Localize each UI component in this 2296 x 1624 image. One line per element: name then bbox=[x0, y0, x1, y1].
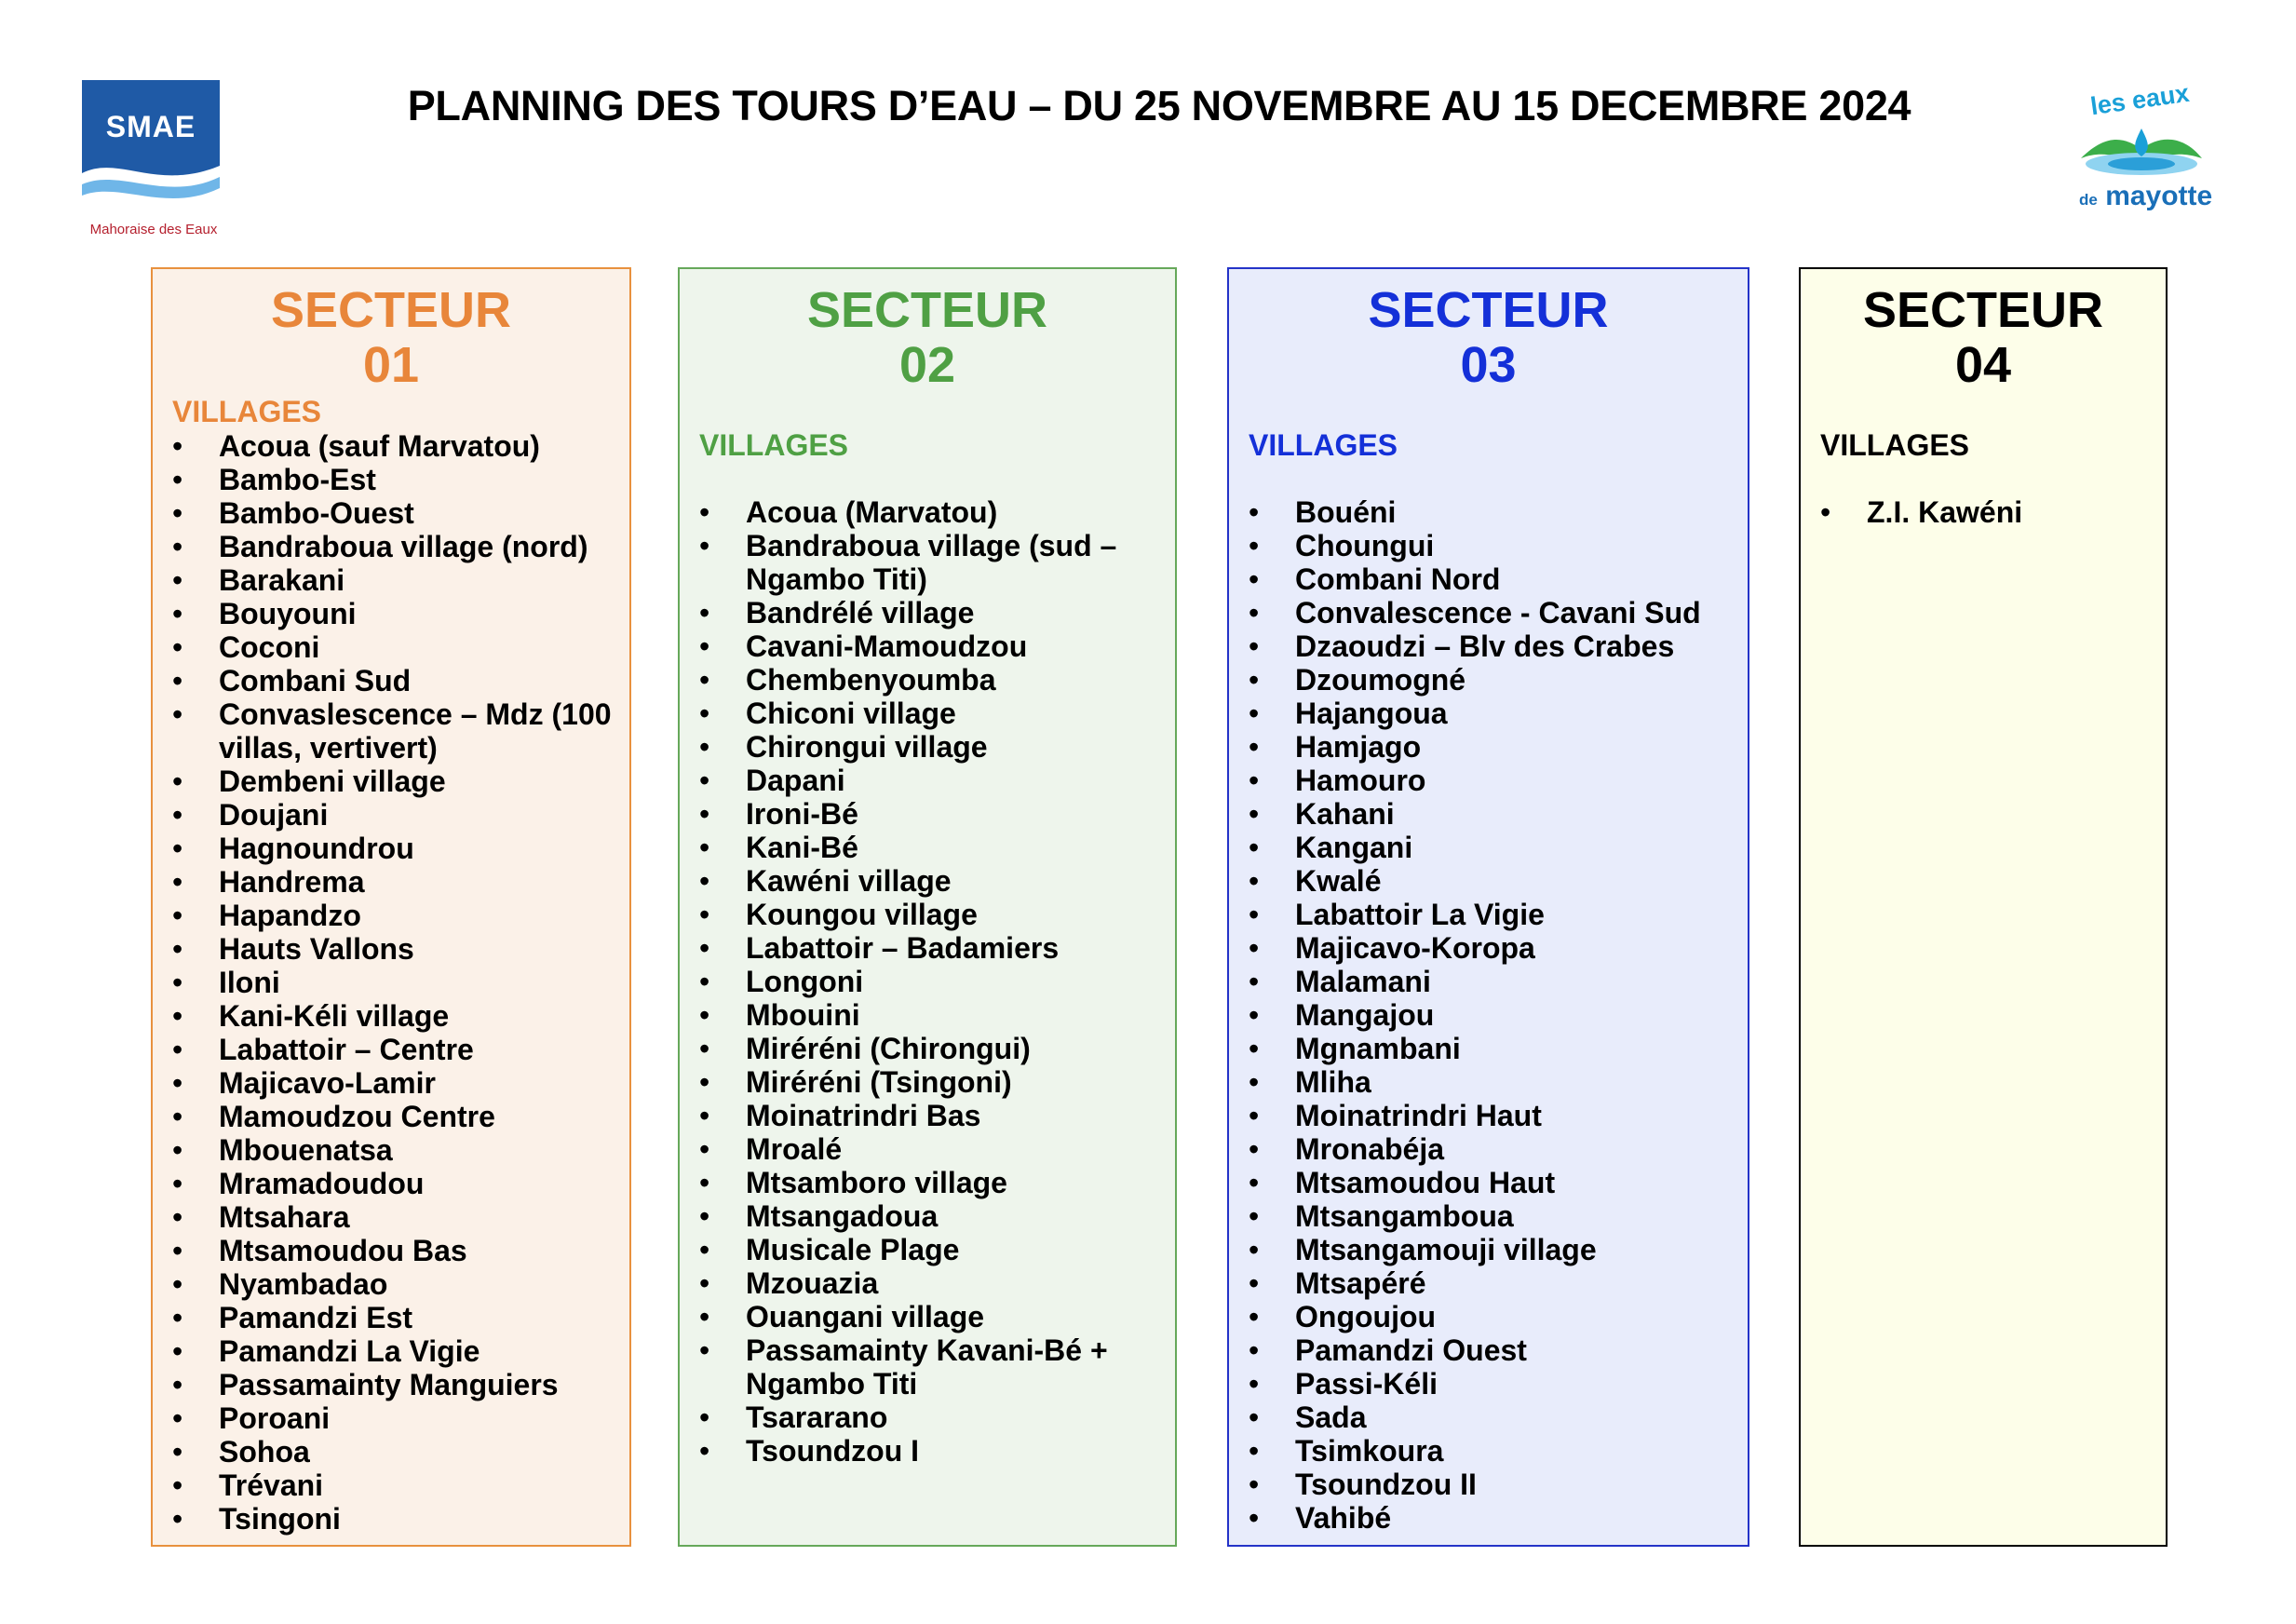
sector-04-village-list bbox=[1801, 495, 2166, 529]
sector-01-village-list bbox=[153, 429, 629, 1536]
village-item: • Mangajou bbox=[1249, 998, 1748, 1032]
village-item: • Doujani bbox=[172, 798, 629, 832]
sector-03-villages-label: VILLAGES bbox=[1249, 428, 1398, 462]
village-item: • Mzouazia bbox=[699, 1266, 1175, 1300]
village-item: • Labattoir – Badamiers bbox=[699, 931, 1175, 965]
village-item: • Mtsamoudou Bas bbox=[172, 1234, 629, 1267]
village-item: • Dembeni village bbox=[172, 765, 629, 798]
village-item: • Hajangoua bbox=[1249, 697, 1748, 730]
sector-02-panel bbox=[678, 267, 1177, 1547]
sector-03-village-list bbox=[1229, 495, 1748, 1535]
village-item: • Pamandzi Ouest bbox=[1249, 1333, 1748, 1367]
village-item: • Tsoundzou II bbox=[1249, 1468, 1748, 1501]
village-item: • Kwalé bbox=[1249, 864, 1748, 898]
village-item: • Mtsangamouji village bbox=[1249, 1233, 1748, 1266]
village-item: • Bandraboua village (nord) bbox=[172, 530, 629, 563]
village-item: • Z.I. Kawéni bbox=[1820, 495, 2166, 529]
village-item: • Acoua (Marvatou) bbox=[699, 495, 1175, 529]
les-eaux-de-mayotte-logo bbox=[2062, 80, 2221, 220]
village-item: • Mamoudzou Centre bbox=[172, 1100, 629, 1133]
sector-03-panel bbox=[1227, 267, 1749, 1547]
village-item: • Chirongui village bbox=[699, 730, 1175, 764]
village-item: • Passi-Kéli bbox=[1249, 1367, 1748, 1401]
village-item: • Mtsamboro village bbox=[699, 1166, 1175, 1199]
village-item: • Labattoir – Centre bbox=[172, 1033, 629, 1066]
village-item: • Dzoumogné bbox=[1249, 663, 1748, 697]
smae-logo-box bbox=[82, 80, 220, 210]
village-item: • Musicale Plage bbox=[699, 1233, 1175, 1266]
village-item: • Mgnambani bbox=[1249, 1032, 1748, 1065]
village-item: • Mtsahara bbox=[172, 1200, 629, 1234]
village-item: • Hapandzo bbox=[172, 899, 629, 932]
village-item: • Ironi-Bé bbox=[699, 797, 1175, 831]
village-item: • Mroalé bbox=[699, 1132, 1175, 1166]
village-item: • Tsingoni bbox=[172, 1502, 629, 1536]
village-item: • Passamainty Kavani-Bé + Ngambo Titi bbox=[699, 1333, 1175, 1401]
village-item: • Combani Sud bbox=[172, 664, 629, 697]
village-item: • Ouangani village bbox=[699, 1300, 1175, 1333]
village-item: • Kani-Bé bbox=[699, 831, 1175, 864]
village-item: • Poroani bbox=[172, 1401, 629, 1435]
village-item: • Dapani bbox=[699, 764, 1175, 797]
sector-02-village-list bbox=[680, 495, 1175, 1468]
village-item: • Bandraboua village (sud – Ngambo Titi) bbox=[699, 529, 1175, 596]
village-item: • Majicavo-Koropa bbox=[1249, 931, 1748, 965]
water-drop-icon bbox=[2072, 121, 2211, 186]
village-item: • Bambo-Est bbox=[172, 463, 629, 496]
village-item: • Passamainty Manguiers bbox=[172, 1368, 629, 1401]
wave-icon bbox=[82, 80, 220, 210]
village-item: • Nyambadao bbox=[172, 1267, 629, 1301]
smae-logo bbox=[74, 78, 233, 244]
village-item: • Bandrélé village bbox=[699, 596, 1175, 629]
village-item: • Moinatrindri Bas bbox=[699, 1099, 1175, 1132]
village-item: • Coconi bbox=[172, 630, 629, 664]
village-item: • Pamandzi Est bbox=[172, 1301, 629, 1334]
village-item: • Longoni bbox=[699, 965, 1175, 998]
sector-02-villages-label: VILLAGES bbox=[699, 428, 849, 462]
village-item: • Choungui bbox=[1249, 529, 1748, 562]
village-item: • Bouéni bbox=[1249, 495, 1748, 529]
sector-01-panel bbox=[151, 267, 631, 1547]
village-item: • Hauts Vallons bbox=[172, 932, 629, 966]
village-item: • Mtsangamboua bbox=[1249, 1199, 1748, 1233]
village-item: • Mronabéja bbox=[1249, 1132, 1748, 1166]
sector-03-title: SECTEUR 03 bbox=[1368, 282, 1609, 393]
village-item: • Convalescence - Cavani Sud bbox=[1249, 596, 1748, 629]
village-item: • Iloni bbox=[172, 966, 629, 999]
village-item: • Bambo-Ouest bbox=[172, 496, 629, 530]
village-item: • Pamandzi La Vigie bbox=[172, 1334, 629, 1368]
village-item: • Tsoundzou I bbox=[699, 1434, 1175, 1468]
village-item: • Cavani-Mamoudzou bbox=[699, 629, 1175, 663]
lem-logo-bottom: de mayotte bbox=[2079, 181, 2213, 211]
village-item: • Koungou village bbox=[699, 898, 1175, 931]
village-item: • Convaslescence – Mdz (100 villas, vertivert) bbox=[172, 697, 629, 765]
village-item: • Miréréni (Chirongui) bbox=[699, 1032, 1175, 1065]
village-item: • Barakani bbox=[172, 563, 629, 597]
village-item: • Kawéni village bbox=[699, 864, 1175, 898]
village-item: • Tsimkoura bbox=[1249, 1434, 1748, 1468]
village-item: • Labattoir La Vigie bbox=[1249, 898, 1748, 931]
village-item: • Handrema bbox=[172, 865, 629, 899]
smae-logo-text: SMAE bbox=[105, 110, 196, 143]
village-item: • Mtsapéré bbox=[1249, 1266, 1748, 1300]
sector-04-title: SECTEUR 04 bbox=[1862, 282, 2104, 393]
village-item: • Sada bbox=[1249, 1401, 1748, 1434]
smae-logo-subtitle: Mahoraise des Eaux bbox=[89, 222, 218, 237]
village-item: • Malamani bbox=[1249, 965, 1748, 998]
lem-logo-top: les eaux bbox=[2088, 78, 2192, 121]
village-item: • Kangani bbox=[1249, 831, 1748, 864]
village-item: • Hamouro bbox=[1249, 764, 1748, 797]
village-item: • Mramadoudou bbox=[172, 1167, 629, 1200]
village-item: • Combani Nord bbox=[1249, 562, 1748, 596]
sector-04-panel bbox=[1799, 267, 2168, 1547]
village-item: • Ongoujou bbox=[1249, 1300, 1748, 1333]
village-item: • Acoua (sauf Marvatou) bbox=[172, 429, 629, 463]
sector-04-villages-label: VILLAGES bbox=[1820, 428, 1970, 462]
village-item: • Hagnoundrou bbox=[172, 832, 629, 865]
village-item: • Kahani bbox=[1249, 797, 1748, 831]
village-item: • Chiconi village bbox=[699, 697, 1175, 730]
village-item: • Mbouenatsa bbox=[172, 1133, 629, 1167]
village-item: • Mtsangadoua bbox=[699, 1199, 1175, 1233]
village-item: • Majicavo-Lamir bbox=[172, 1066, 629, 1100]
village-item: • Miréréni (Tsingoni) bbox=[699, 1065, 1175, 1099]
sector-02-title: SECTEUR 02 bbox=[806, 282, 1048, 393]
village-item: • Chembenyoumba bbox=[699, 663, 1175, 697]
village-item: • Vahibé bbox=[1249, 1501, 1748, 1535]
village-item: • Hamjago bbox=[1249, 730, 1748, 764]
village-item: • Dzaoudzi – Blv des Crabes bbox=[1249, 629, 1748, 663]
village-item: • Mtsamoudou Haut bbox=[1249, 1166, 1748, 1199]
village-item: • Bouyouni bbox=[172, 597, 629, 630]
sector-01-title: SECTEUR 01 bbox=[270, 282, 512, 393]
village-item: • Mliha bbox=[1249, 1065, 1748, 1099]
village-item: • Trévani bbox=[172, 1468, 629, 1502]
village-item: • Sohoa bbox=[172, 1435, 629, 1468]
page-title: PLANNING DES TOURS D’EAU – DU 25 NOVEMBRE AU 15 DECEMBRE 2024 bbox=[407, 82, 1911, 129]
village-item: • Moinatrindri Haut bbox=[1249, 1099, 1748, 1132]
sector-01-villages-label: VILLAGES bbox=[172, 395, 322, 428]
village-item: • Kani-Kéli village bbox=[172, 999, 629, 1033]
village-item: • Tsararano bbox=[699, 1401, 1175, 1434]
village-item: • Mbouini bbox=[699, 998, 1175, 1032]
